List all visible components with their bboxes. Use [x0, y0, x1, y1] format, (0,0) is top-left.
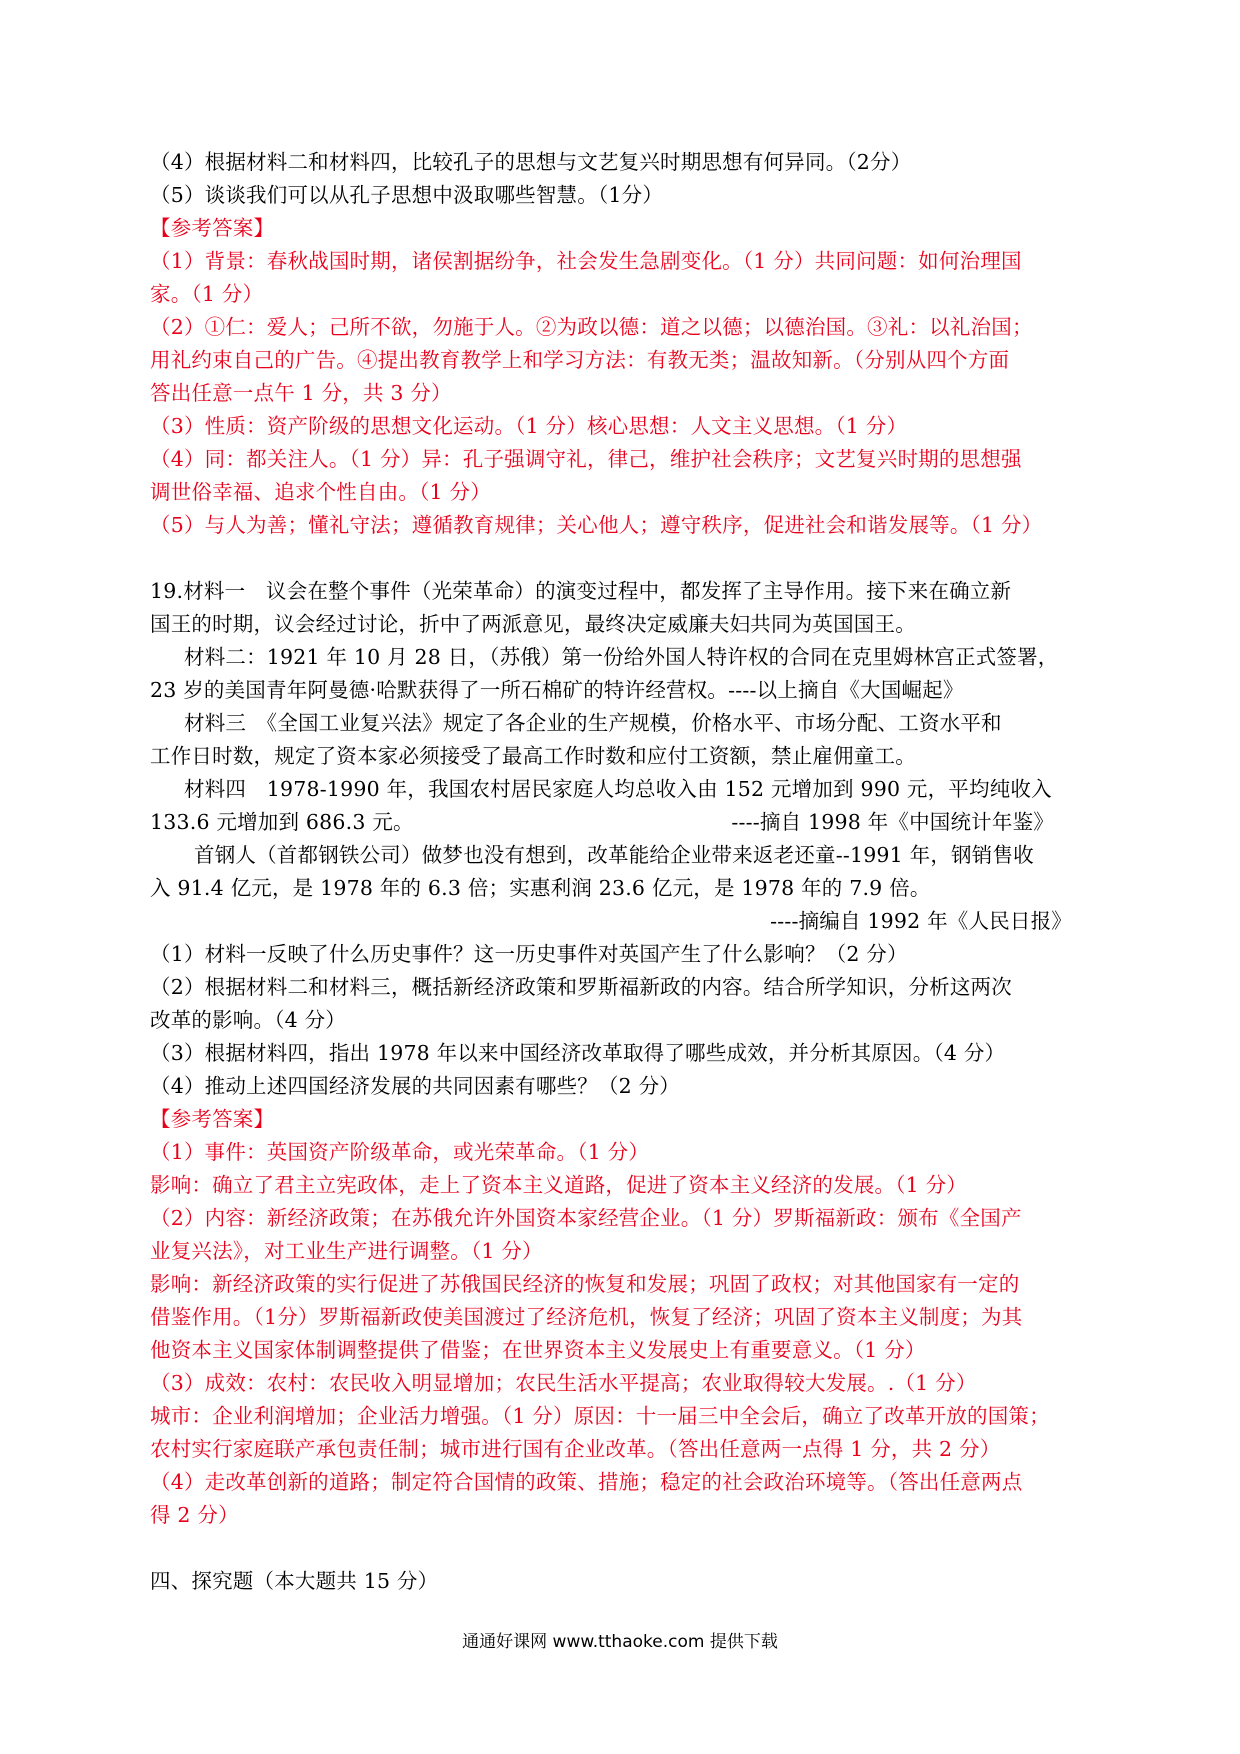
answer-header: 【参考答案】 [150, 216, 275, 240]
answer-header: 【参考答案】 [150, 1107, 275, 1131]
question-19-2-cont: 改革的影响。（4 分） [150, 1008, 347, 1032]
section-4-title: 四、探究题（本大题共 15 分） [150, 1569, 439, 1593]
answer-line: （1）背景：春秋战国时期，诸侯割据纷争，社会发生急剧变化。（1 分）共同问题：如何治理国 [150, 249, 1022, 273]
answer-line: 业复兴法》，对工业生产进行调整。（1 分） [150, 1239, 543, 1263]
material-2-cont: 23 岁的美国青年阿曼德·哈默获得了一所石棉矿的特许经营权。----以上摘自《大国崛起》 [150, 678, 964, 702]
question-19-3: （3）根据材料四，指出 1978 年以来中国经济改革取得了哪些成效，并分析其原因。（4 分） [150, 1041, 1006, 1065]
material-4: 材料四 1978-1990 年，我国农村居民家庭人均总收入由 152 元增加到 990 元，平均纯收入 [184, 777, 1052, 801]
spacer [150, 1532, 1082, 1565]
material-3: 材料三 《全国工业复兴法》规定了各企业的生产规模，价格水平、市场分配、工资水平和 [184, 711, 1002, 735]
answer-line: 得 2 分） [150, 1503, 239, 1527]
answer-line: 借鉴作用。（1分）罗斯福新政使美国渡过了经济危机，恢复了经济；巩固了资本主义制度；为其 [150, 1305, 1023, 1329]
answer-line: （3）性质：资产阶级的思想文化运动。（1 分）核心思想：人文主义思想。（1 分） [150, 414, 908, 438]
answer-line: （2）①仁：爱人；己所不欲，勿施于人。②为政以德：道之以德；以德治国。③礼：以礼治国； [150, 315, 1033, 339]
answer-line: 城市：企业利润增加；企业活力增强。（1 分）原因：十一届三中全会后，确立了改革开放的国策； [150, 1404, 1050, 1428]
answer-line: 影响：新经济政策的实行促进了苏俄国民经济的恢复和发展；巩固了政权；对其他国家有一定的 [150, 1272, 1020, 1296]
answer-line: 用礼约束自己的广告。④提出教育教学上和学习方法：有教无类；温故知新。（分别从四个方面 [150, 348, 1010, 372]
material-4-shougang-cont: 入 91.4 亿元，是 1978 年的 6.3 倍；实惠利润 23.6 亿元，是 1978 年的 7.9 倍。 [150, 876, 931, 900]
answer-line: 农村实行家庭联产承包责任制；城市进行国有企业改革。（答出任意两一点得 1 分，共 2 分） [150, 1437, 1001, 1461]
answer-line: 他资本主义国家体制调整提供了借鉴；在世界资本主义发展史上有重要意义。（1 分） [150, 1338, 926, 1362]
answer-line: 家。（1 分） [150, 282, 264, 306]
material-1-cont: 国王的时期，议会经过讨论，折中了两派意见，最终决定威廉夫妇共同为英国国王。 [150, 612, 916, 636]
answer-line: （4）走改革创新的道路；制定符合国情的政策、措施；稳定的社会政治环境等。（答出任意两点 [150, 1470, 1023, 1494]
material-1: 19.材料一 议会在整个事件（光荣革命）的演变过程中，都发挥了主导作用。接下来在确立新 [150, 579, 1012, 603]
document-body [150, 146, 1082, 1598]
spacer [150, 542, 1082, 575]
question-19-1: （1）材料一反映了什么历史事件？这一历史事件对英国产生了什么影响？（2 分） [150, 942, 908, 966]
question-19-4: （4）推动上述四国经济发展的共同因素有哪些？（2 分） [150, 1074, 681, 1098]
question-18-5: （5）谈谈我们可以从孔子思想中汲取哪些智慧。（1分） [150, 183, 664, 207]
answer-line: 影响：确立了君主立宪政体，走上了资本主义道路，促进了资本主义经济的发展。（1 分） [150, 1173, 968, 1197]
question-19-2: （2）根据材料二和材料三，概括新经济政策和罗斯福新政的内容。结合所学知识，分析这两次 [150, 975, 1012, 999]
material-4-cont [150, 806, 1082, 839]
material-2: 材料二：1921 年 10 月 28 日，（苏俄）第一份给外国人特许权的合同在克里姆林宫正式签署， [184, 645, 1059, 669]
answer-line: （5）与人为善；懂礼守法；遵循教育规律；关心他人；遵守秩序，促进社会和谐发展等。（1 分） [150, 513, 1043, 537]
material-4-source-2: ----摘编自 1992 年《人民日报》 [770, 909, 1072, 933]
material-3-cont: 工作日时数，规定了资本家必须接受了最高工作时数和应付工资额，禁止雇佣童工。 [150, 744, 916, 768]
material-4-text: 133.6 元增加到 686.3 元。 [150, 810, 414, 834]
answer-line: （3）成效：农村：农民收入明显增加；农民生活水平提高；农业取得较大发展。.（1 分） [150, 1371, 977, 1395]
material-4-source: ----摘自 1998 年《中国统计年鉴》 [731, 810, 1054, 834]
answer-line: 调世俗幸福、追求个性自由。（1 分） [150, 480, 491, 504]
answer-line: 答出任意一点午 1 分，共 3 分） [150, 381, 452, 405]
page-footer: 通通好课网 www.tthaoke.com 提供下载 [462, 1632, 778, 1652]
material-4-shougang: 首钢人（首都钢铁公司）做梦也没有想到，改革能给企业带来返老还童--1991 年，钢销售收 [194, 843, 1034, 867]
answer-line: （1）事件：英国资产阶级革命，或光荣革命。（1 分） [150, 1140, 650, 1164]
answer-line: （2）内容：新经济政策；在苏俄允许外国资本家经营企业。（1 分）罗斯福新政：颁布《全国产 [150, 1206, 1022, 1230]
question-18-4: （4）根据材料二和材料四，比较孔子的思想与文艺复兴时期思想有何异同。（2分） [150, 150, 912, 174]
answer-line: （4）同：都关注人。（1 分）异：孔子强调守礼，律己，维护社会秩序；文艺复兴时期的思想强 [150, 447, 1022, 471]
